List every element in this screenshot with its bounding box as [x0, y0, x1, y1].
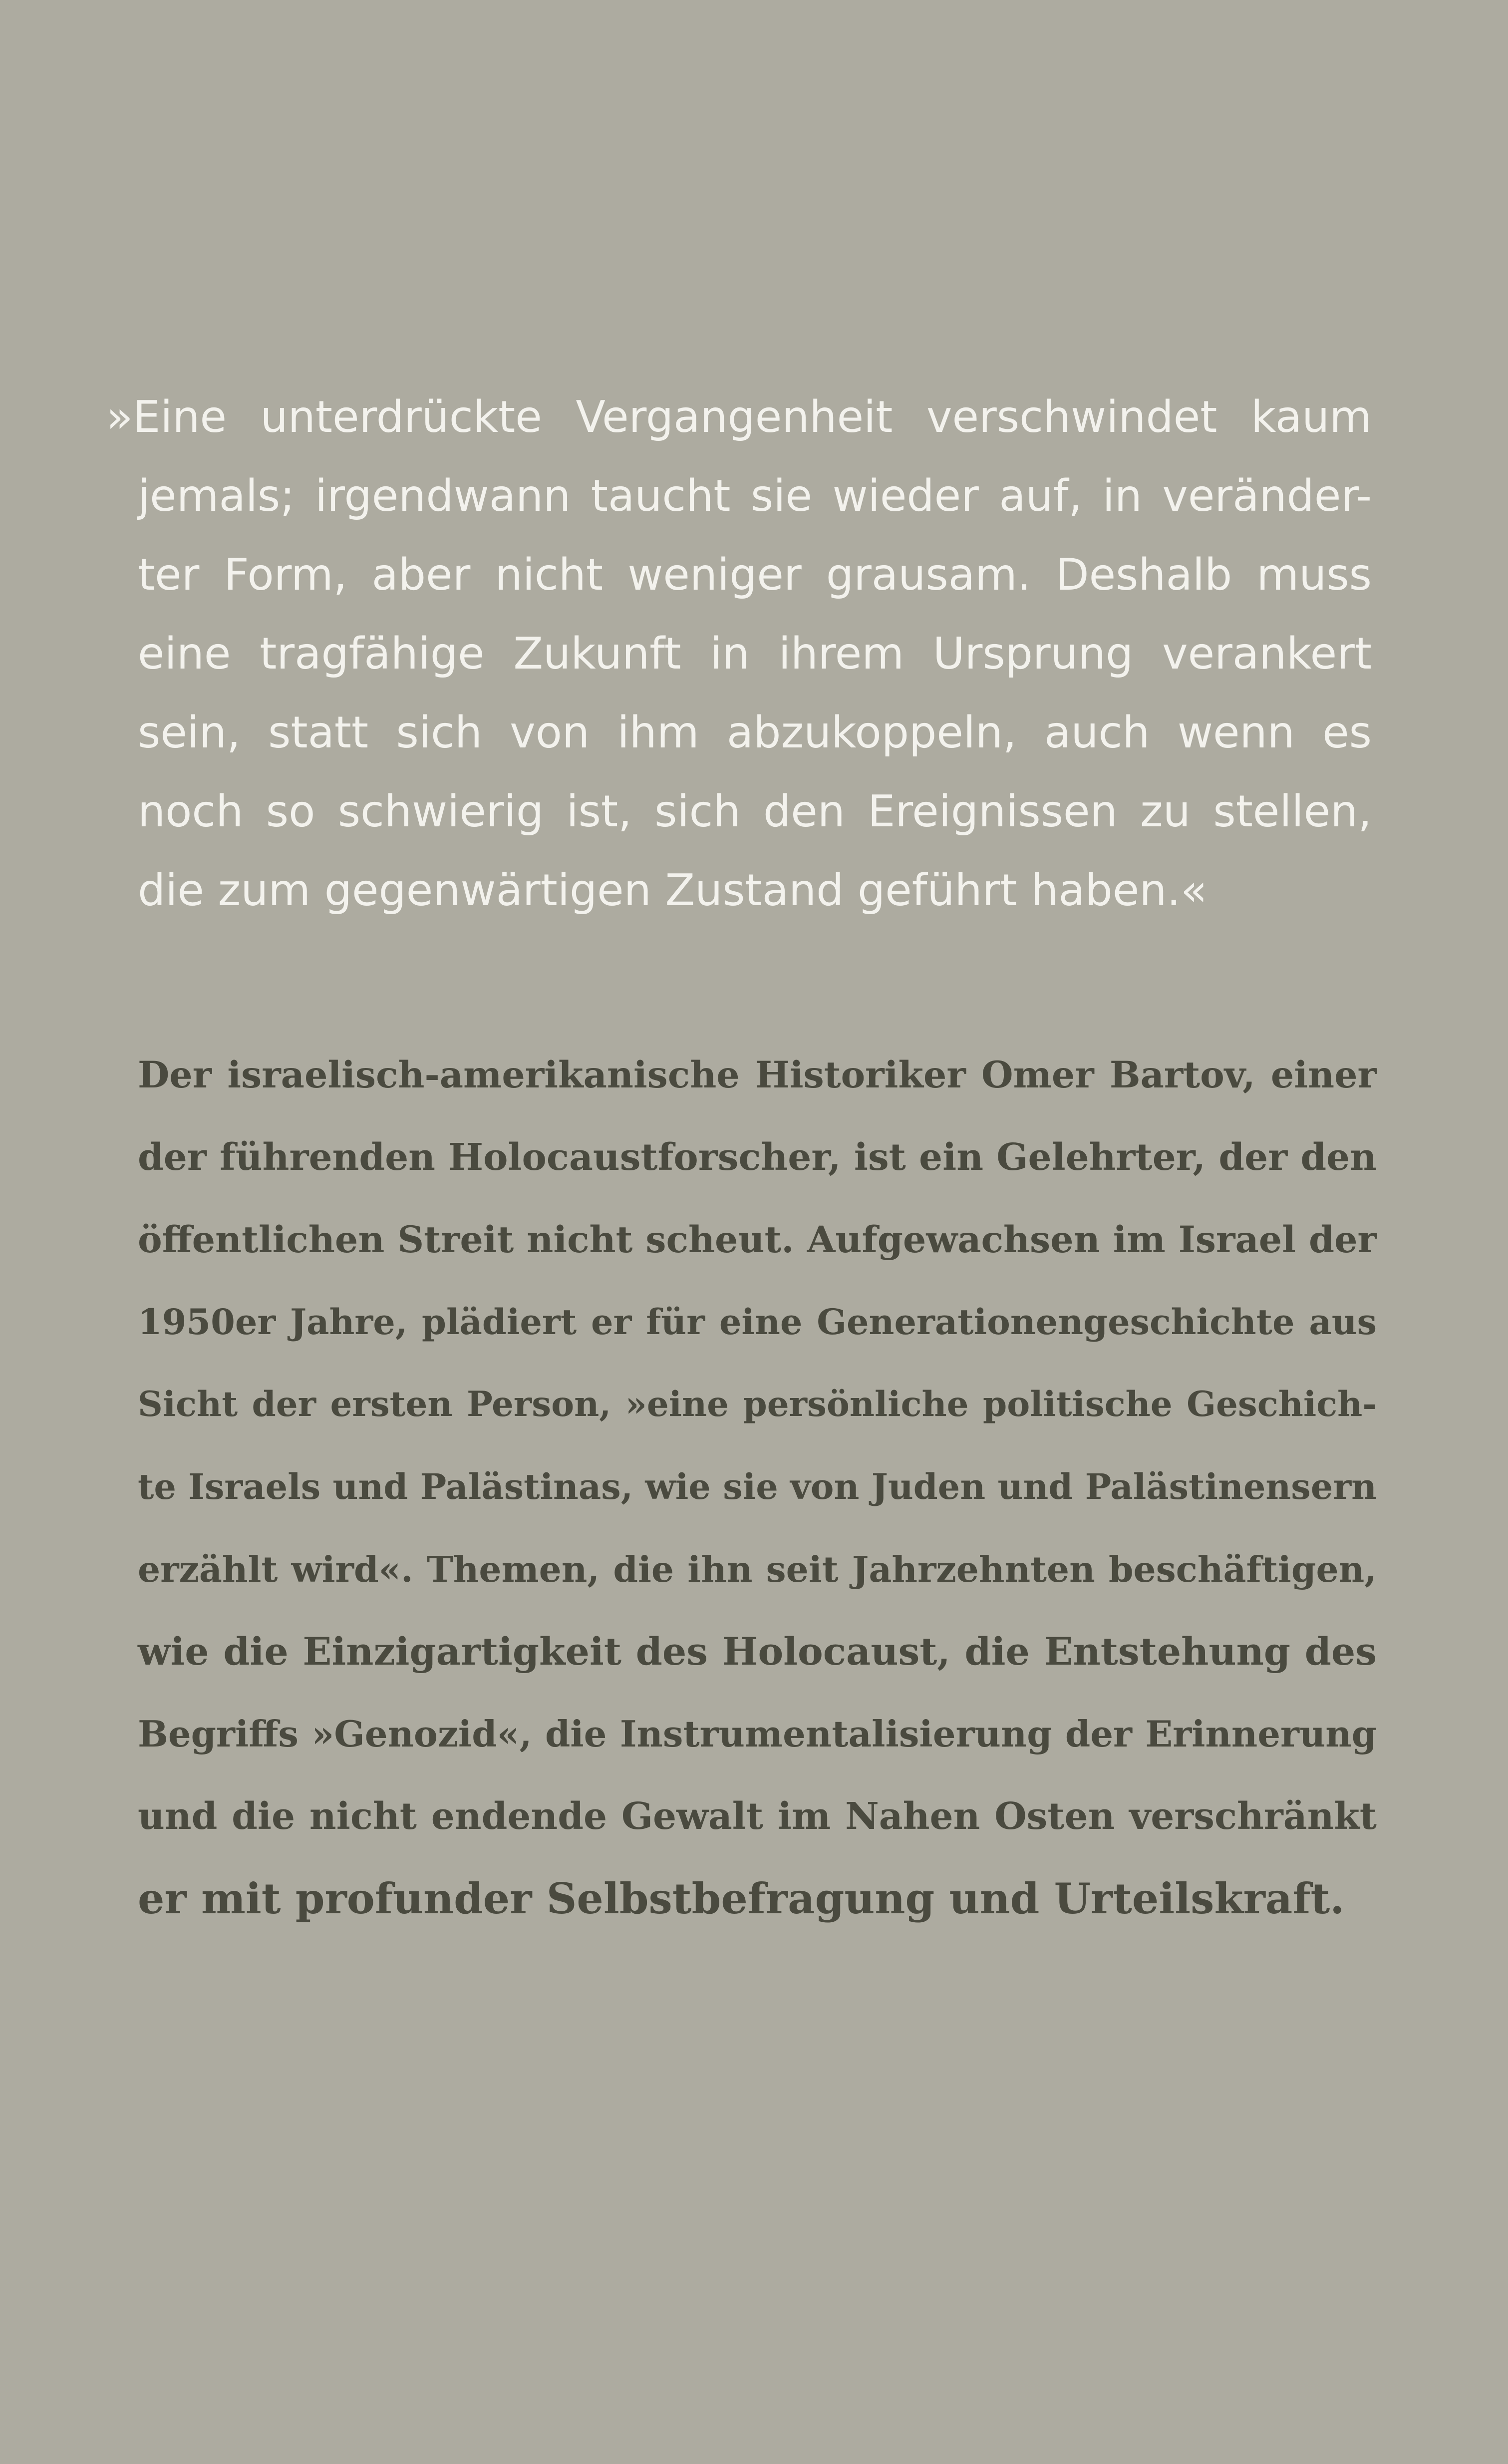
quote-line: eine tragfähige Zukunft in ihrem Ursprung verankert — [138, 628, 1372, 679]
description-line: te Israels und Palästinas, wie sie von Juden und Palästinensern — [138, 1466, 1377, 1507]
description-line: der führenden Holocaustforscher, ist ein Gelehrter, der den — [138, 1136, 1377, 1179]
quote-line: »Eine unterdrückte Vergangenheit verschwindet kaum — [106, 391, 1372, 442]
description-text — [0, 999, 1508, 1997]
description-line: er mit profunder Selbstbefragung und Urteilskraft. — [138, 1874, 1345, 1923]
description-line: öffentlichen Streit nicht scheut. Aufgewachsen im Israel der — [138, 1218, 1377, 1261]
description-line: 1950er Jahre, plädiert er für eine Generationengeschichte aus — [138, 1301, 1377, 1343]
quote-line: ter Form, aber nicht weniger grausam. Deshalb muss — [138, 549, 1372, 600]
quote-line: die zum gegenwärtigen Zustand geführt haben.« — [138, 865, 1207, 916]
pull-quote — [0, 0, 1508, 999]
quote-line: jemals; irgendwann taucht sie wieder auf, in veränder- — [138, 470, 1372, 521]
description-line: erzählt wird«. Themen, die ihn seit Jahrzehnten beschäftigen, — [138, 1548, 1377, 1590]
description-line: Sicht der ersten Person, »eine persönliche politische Geschich- — [138, 1384, 1377, 1424]
description-line: wie die Einzigartigkeit des Holocaust, die Entstehung des — [138, 1629, 1377, 1674]
description-line: Der israelisch-amerikanische Historiker Omer Bartov, einer — [138, 1054, 1377, 1096]
description-line: und die nicht endende Gewalt im Nahen Osten verschränkt — [138, 1795, 1377, 1838]
description-line: Begriffs »Genozid«, die Instrumentalisierung der Erinnerung — [138, 1713, 1377, 1755]
quote-line: noch so schwierig ist, sich den Ereignissen zu stellen, — [138, 786, 1372, 837]
quote-line: sein, statt sich von ihm abzukoppeln, auch wenn es — [138, 707, 1372, 758]
